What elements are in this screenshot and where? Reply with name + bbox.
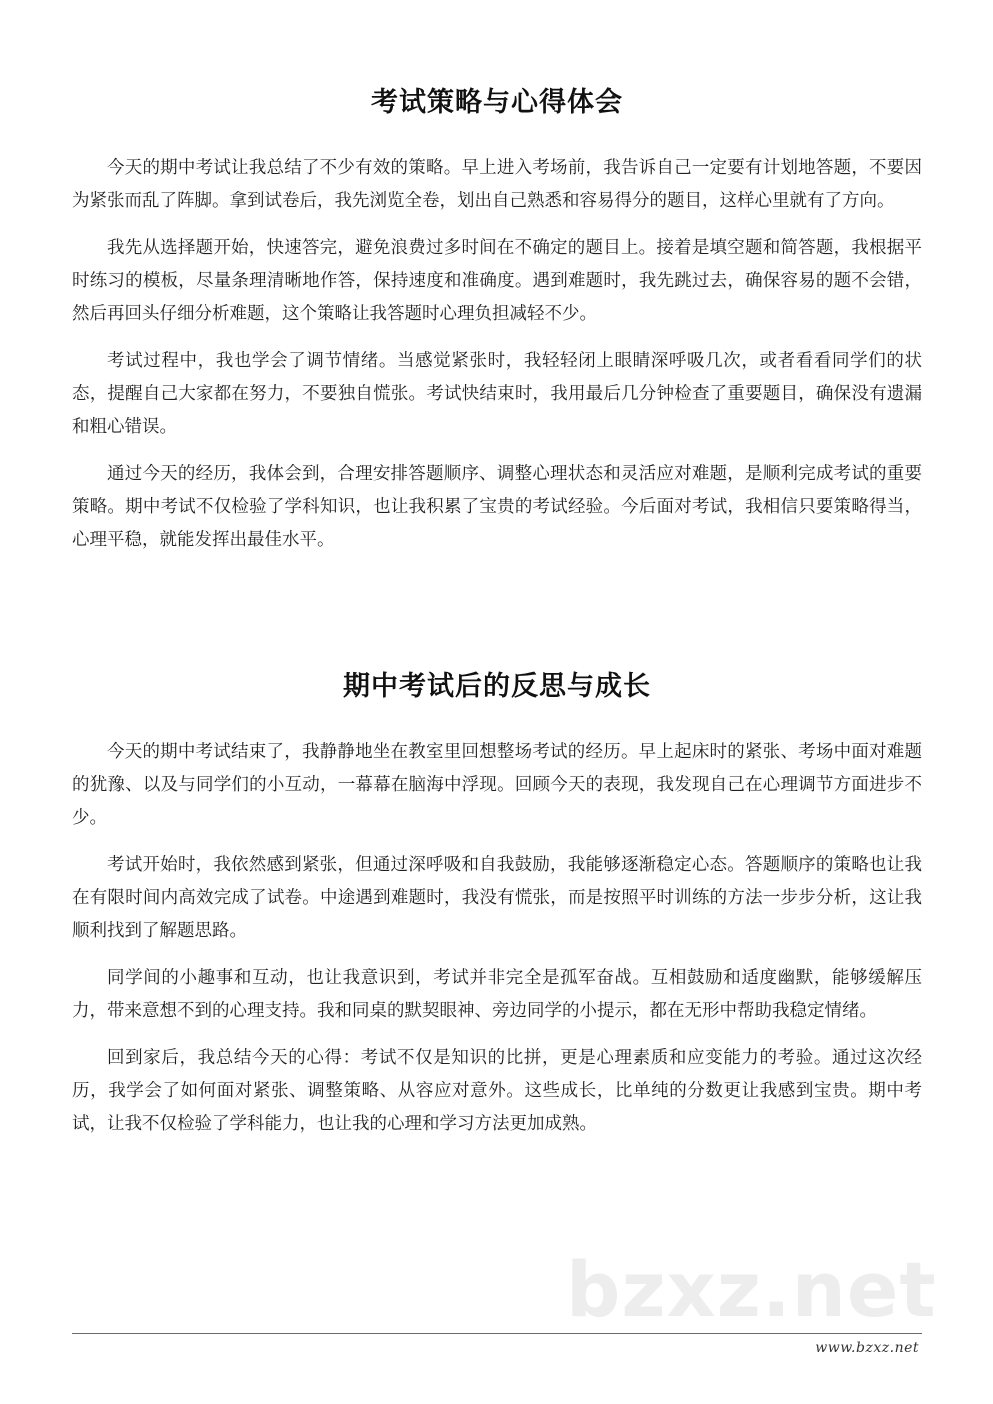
watermark-logo: bzxz.net	[566, 1245, 937, 1334]
article-title: 考试策略与心得体会	[371, 87, 623, 118]
article-paragraph: 通过今天的经历，我体会到，合理安排答题顺序、调整心理状态和灵活应对难题，是顺利完成考试的重要策略。期中考试不仅检验了学科知识，也让我积累了宝贵的考试经验。今后面对考试，我相信只要策略得当，心理平稳，就能发挥出最佳水平。	[72, 464, 922, 550]
article-reflection	[72, 664, 922, 1155]
article-paragraph: 我先从选择题开始，快速答完，避免浪费过多时间在不确定的题目上。接着是填空题和简答题，我根据平时练习的模板，尽量条理清晰地作答，保持速度和准确度。遇到难题时，我先跳过去，确保容易的题不会错，然后再回头仔细分析难题，这个策略让我答题时心理负担减轻不少。	[72, 238, 922, 324]
article-paragraph: 回到家后，我总结今天的心得：考试不仅是知识的比拼，更是心理素质和应变能力的考验。通过这次经历，我学会了如何面对紧张、调整策略、从容应对意外。这些成长，比单纯的分数更让我感到宝贵。期中考试，让我不仅检验了学科能力，也让我的心理和学习方法更加成熟。	[72, 1048, 922, 1134]
article-strategy	[72, 80, 922, 571]
footer-divider	[72, 1333, 922, 1334]
article-paragraph: 今天的期中考试让我总结了不少有效的策略。早上进入考场前，我告诉自己一定要有计划地答题，不要因为紧张而乱了阵脚。拿到试卷后，我先浏览全卷，划出自己熟悉和容易得分的题目，这样心里就有了方向。	[72, 158, 922, 211]
article-paragraph: 同学间的小趣事和互动，也让我意识到，考试并非完全是孤军奋战。互相鼓励和适度幽默，能够缓解压力，带来意想不到的心理支持。我和同桌的默契眼神、旁边同学的小提示，都在无形中帮助我稳定情绪。	[72, 968, 922, 1021]
footer-url[interactable]: www.bzxz.net	[815, 1340, 919, 1356]
article-title: 期中考试后的反思与成长	[343, 671, 651, 702]
article-paragraph: 考试过程中，我也学会了调节情绪。当感觉紧张时，我轻轻闭上眼睛深呼吸几次，或者看看同学们的状态，提醒自己大家都在努力，不要独自慌张。考试快结束时，我用最后几分钟检查了重要题目，确保没有遗漏和粗心错误。	[72, 351, 922, 437]
article-paragraph: 今天的期中考试结束了，我静静地坐在教室里回想整场考试的经历。早上起床时的紧张、考场中面对难题的犹豫、以及与同学们的小互动，一幕幕在脑海中浮现。回顾今天的表现，我发现自己在心理调节方面进步不少。	[72, 742, 922, 828]
article-paragraph: 考试开始时，我依然感到紧张，但通过深呼吸和自我鼓励，我能够逐渐稳定心态。答题顺序的策略也让我在有限时间内高效完成了试卷。中途遇到难题时，我没有慌张，而是按照平时训练的方法一步步分析，这让我顺利找到了解题思路。	[72, 855, 922, 941]
